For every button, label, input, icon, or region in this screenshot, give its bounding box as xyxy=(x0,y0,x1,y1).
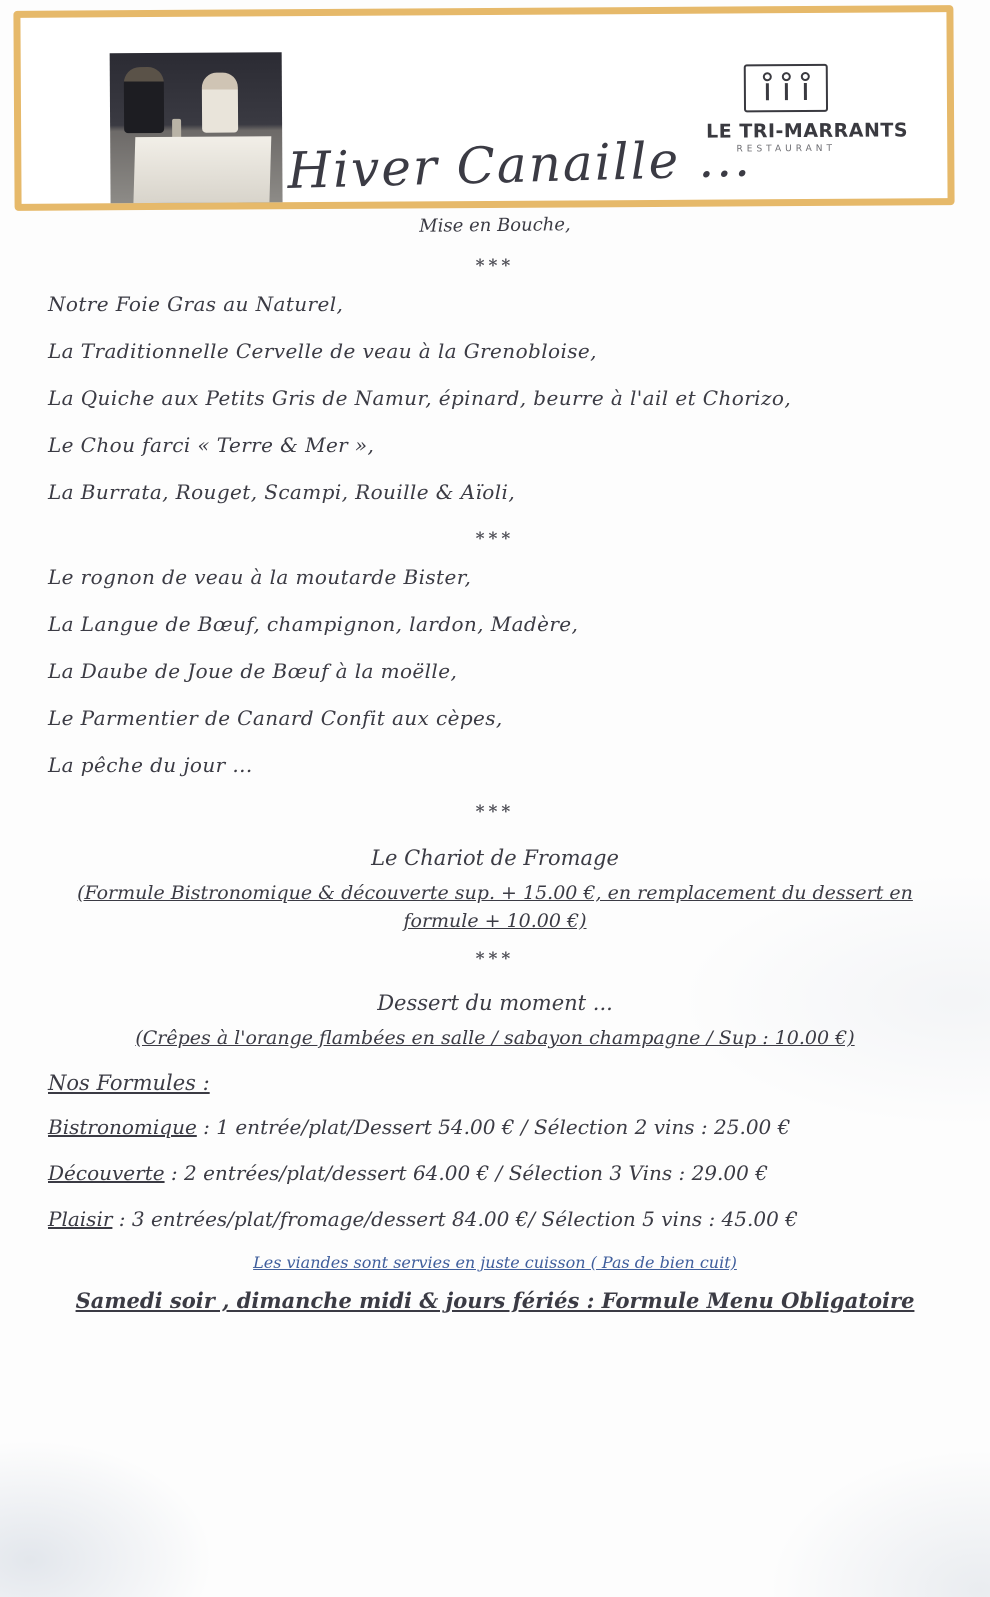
separator-4: *** xyxy=(475,949,515,970)
starter-item: La Quiche aux Petits Gris de Namur, épinard, beurre à l'ail et Chorizo, xyxy=(48,386,792,410)
dessert-title: Dessert du moment ... xyxy=(377,991,613,1016)
starter-item: La Traditionnelle Cervelle de veau à la Grenobloise, xyxy=(48,339,597,363)
formula-row xyxy=(48,1115,990,1139)
formula-detail: : 3 entrées/plat/fromage/dessert 84.00 €/ Sélection 5 vins : 45.00 € xyxy=(112,1207,798,1232)
page-title: Hiver Canaille ... xyxy=(286,129,753,201)
formulas-section xyxy=(0,1071,990,1231)
main-item: Le Parmentier de Canard Confit aux cèpes, xyxy=(48,706,503,730)
separator-1: *** xyxy=(475,256,515,276)
fork-glyph xyxy=(762,72,772,100)
formulas-heading: Nos Formules : xyxy=(48,1071,210,1096)
photo-table xyxy=(133,136,271,203)
photo-figure-left xyxy=(124,67,164,133)
cooking-note: Les viandes sont servies en juste cuisson ( Pas de bien cuit) xyxy=(253,1253,737,1273)
starters-section xyxy=(0,294,990,502)
formula-detail: : 2 entrées/plat/dessert 64.00 € / Sélection 3 Vins : 29.00 € xyxy=(164,1161,768,1186)
dessert-supplement-note: (Crêpes à l'orange flambées en salle / sabayon champagne / Sup : 10.00 €) xyxy=(135,1027,855,1050)
header-inner xyxy=(29,21,938,201)
cheese-section xyxy=(0,846,990,935)
photo-figure-right xyxy=(202,73,238,133)
separator-2: *** xyxy=(475,529,515,549)
menu-body xyxy=(0,215,990,1313)
starter-item: Notre Foie Gras au Naturel, xyxy=(48,292,344,316)
restaurant-photo xyxy=(110,52,283,203)
formula-row xyxy=(48,1207,990,1231)
formula-name: Bistronomique xyxy=(48,1115,197,1140)
knife-glyph xyxy=(781,72,791,100)
starter-item: Le Chou farci « Terre & Mer », xyxy=(48,433,375,457)
restaurant-logo xyxy=(706,64,909,155)
dessert-section xyxy=(0,991,990,1049)
logo-subtitle: RESTAURANT xyxy=(736,143,837,155)
main-item: La pêche du jour ... xyxy=(48,753,253,777)
formula-name: Plaisir xyxy=(48,1207,113,1232)
formula-name: Découverte xyxy=(48,1161,165,1186)
logo-name: LE TRI-MARRANTS xyxy=(706,119,909,143)
spoon-glyph xyxy=(800,72,810,100)
mise-en-bouche: Mise en Bouche, xyxy=(419,214,571,237)
cheese-supplement-note: (Formule Bistronomique & découverte sup. + 15.00 €, en remplacement du dessert en formule + 10.00 €) xyxy=(77,882,913,932)
header-frame xyxy=(13,5,954,211)
obligation-note: Samedi soir , dimanche midi & jours fériés : Formule Menu Obligatoire xyxy=(75,1288,915,1314)
main-item: La Daube de Joue de Bœuf à la moëlle, xyxy=(48,659,458,683)
cutlery-icon xyxy=(744,64,828,113)
main-item: La Langue de Bœuf, champignon, lardon, Madère, xyxy=(48,612,579,636)
starter-item: La Burrata, Rouget, Scampi, Rouille & Aïoli, xyxy=(48,480,516,504)
main-item: Le rognon de veau à la moutarde Bister, xyxy=(48,565,472,589)
formula-row xyxy=(48,1161,990,1185)
mains-section xyxy=(0,567,990,775)
cheese-title: Le Chariot de Fromage xyxy=(371,846,619,870)
formula-detail: : 1 entrée/plat/Dessert 54.00 € / Sélection 2 vins : 25.00 € xyxy=(196,1115,791,1140)
separator-3: *** xyxy=(475,802,515,822)
